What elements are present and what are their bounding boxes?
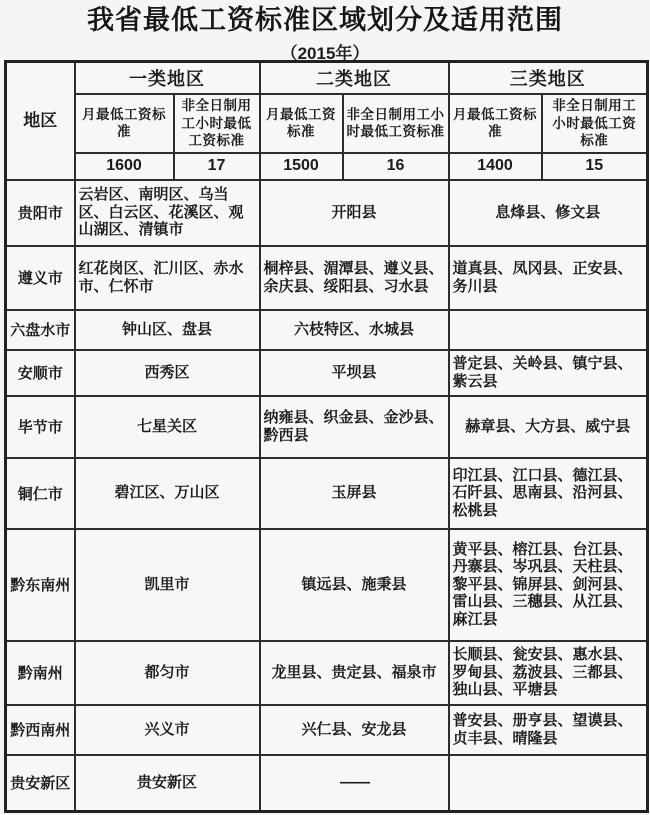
class2-areas-cell — [260, 310, 449, 350]
class3-areas-cell — [449, 350, 648, 396]
class2-areas-text: 镇远县、施秉县 — [301, 575, 407, 593]
class3-areas-text: 道真县、凤冈县、正安县、务川县 — [452, 260, 633, 295]
class2-areas-cell — [260, 755, 449, 812]
wage-values-row — [6, 153, 648, 180]
class1-monthly-header: 月最低工资标准 — [75, 94, 174, 153]
class1-hourly-value: 17 — [174, 153, 260, 180]
table-row — [6, 246, 648, 310]
class3-areas-text: 普安县、册亨县、望谟县、贞丰县、晴隆县 — [452, 712, 633, 747]
class2-areas-cell — [260, 180, 449, 246]
class1-areas-cell — [75, 310, 260, 350]
class2-areas-text: 平坝县 — [331, 363, 377, 381]
class2-hourly-value: 16 — [343, 153, 449, 180]
class1-areas-cell — [75, 246, 260, 310]
class3-areas-text: 普定县、关岭县、镇宁县、紫云县 — [452, 355, 633, 390]
class2-monthly-value: 1500 — [260, 153, 343, 180]
class3-areas-cell — [449, 180, 648, 246]
table-row — [6, 310, 648, 350]
class1-areas-text: 红花岗区、汇川区、赤水市、仁怀市 — [78, 260, 244, 295]
class1-areas-text: 都匀市 — [144, 663, 190, 681]
class1-areas-cell — [75, 529, 260, 641]
class1-areas-text: 西秀区 — [144, 363, 190, 381]
table-row — [6, 396, 648, 458]
class3-areas-text: 赫章县、大方县、威宁县 — [465, 417, 631, 435]
table-header — [6, 62, 648, 180]
category-header-class3: 三类地区 — [449, 62, 648, 95]
class2-areas-text: 兴仁县、安龙县 — [301, 720, 407, 738]
class1-areas-cell — [75, 180, 260, 246]
wage-standard-table — [4, 60, 649, 813]
class3-hourly-header: 非全日制用工小时最低工资标准 — [542, 94, 648, 153]
class1-areas-text: 七星关区 — [136, 417, 197, 435]
class3-areas-cell — [449, 396, 648, 458]
class2-areas-cell — [260, 396, 449, 458]
class3-monthly-value: 1400 — [449, 153, 542, 180]
table-row — [6, 705, 648, 755]
class2-areas-cell — [260, 641, 449, 705]
region-cell: 毕节市 — [6, 396, 75, 458]
class1-areas-cell — [75, 458, 260, 529]
table-body — [6, 180, 648, 812]
class1-areas-text: 钟山区、盘县 — [121, 320, 212, 338]
class2-areas-text: 龙里县、贵定县、福泉市 — [271, 663, 437, 681]
region-cell: 贵阳市 — [6, 180, 75, 246]
class2-areas-text: 玉屏县 — [331, 484, 377, 502]
class1-areas-cell — [75, 755, 260, 812]
class3-areas-cell — [449, 755, 648, 812]
class3-monthly-header: 月最低工资标准 — [449, 94, 542, 153]
class2-areas-cell — [260, 705, 449, 755]
category-header-row — [6, 62, 648, 95]
page-title: 我省最低工资标准区域划分及适用范围 — [87, 5, 563, 35]
region-cell: 贵安新区 — [6, 755, 75, 812]
region-cell: 黔西南州 — [6, 705, 75, 755]
class3-areas-text: 长顺县、瓮安县、惠水县、罗甸县、荔波县、三都县、独山县、平塘县 — [452, 646, 633, 699]
class2-areas-cell — [260, 246, 449, 310]
class2-areas-text: 纳雍县、织金县、金沙县、黔西县 — [263, 409, 444, 444]
class2-areas-cell — [260, 350, 449, 396]
class1-areas-cell — [75, 396, 260, 458]
class2-areas-cell — [260, 458, 449, 529]
category-header-class1: 一类地区 — [75, 62, 260, 95]
region-cell: 铜仁市 — [6, 458, 75, 529]
class1-areas-text: 凯里市 — [144, 575, 190, 593]
class1-areas-cell — [75, 350, 260, 396]
class2-hourly-header: 非全日制用工小时最低工资标准 — [343, 94, 449, 153]
class3-areas-cell — [449, 641, 648, 705]
class3-areas-cell — [449, 458, 648, 529]
class2-areas-cell — [260, 529, 449, 641]
class1-hourly-header: 非全日制用工小时最低工资标准 — [174, 94, 260, 153]
class1-areas-text: 碧江区、万山区 — [114, 484, 220, 502]
category-header-class2: 二类地区 — [260, 62, 449, 95]
class2-areas-text: 开阳县 — [331, 203, 377, 221]
no-class2-dash: —— — [340, 774, 368, 792]
class3-hourly-value: 15 — [542, 153, 648, 180]
region-cell: 遵义市 — [6, 246, 75, 310]
title-block — [0, 0, 650, 63]
class1-areas-text: 兴义市 — [144, 720, 190, 738]
region-cell: 安顺市 — [6, 350, 75, 396]
class1-areas-text: 云岩区、南明区、乌当区、白云区、花溪区、观山湖区、清镇市 — [78, 186, 244, 239]
page-subtitle: （2015年） — [280, 43, 370, 63]
class1-areas-cell — [75, 705, 260, 755]
class3-areas-text: 息烽县、修文县 — [495, 203, 601, 221]
region-cell: 六盘水市 — [6, 310, 75, 350]
subheader-row — [6, 94, 648, 153]
class3-areas-cell — [449, 310, 648, 350]
class1-areas-cell — [75, 641, 260, 705]
table-row — [6, 755, 648, 812]
class3-areas-text: 印江县、江口县、德江县、石阡县、思南县、沿河县、松桃县 — [452, 466, 633, 519]
class3-areas-cell — [449, 246, 648, 310]
class2-areas-text: 桐梓县、湄潭县、遵义县、余庆县、绥阳县、习水县 — [263, 260, 444, 295]
class2-monthly-header: 月最低工资标准 — [260, 94, 343, 153]
class1-areas-text: 贵安新区 — [136, 774, 197, 792]
table-row — [6, 529, 648, 641]
region-cell: 黔南州 — [6, 641, 75, 705]
region-cell: 黔东南州 — [6, 529, 75, 641]
class3-areas-text: 黄平县、榕江县、台江县、丹寨县、岑巩县、天柱县、黎平县、锦屏县、剑河县、雷山县、三穗县、从江县、麻江县 — [452, 540, 633, 628]
table-row — [6, 180, 648, 246]
class3-areas-cell — [449, 529, 648, 641]
class2-areas-text: 六枝特区、水城县 — [293, 320, 414, 338]
table-row — [6, 641, 648, 705]
class3-areas-cell — [449, 705, 648, 755]
region-column-header: 地区 — [6, 62, 75, 180]
table-row — [6, 458, 648, 529]
table-row — [6, 350, 648, 396]
class1-monthly-value: 1600 — [75, 153, 174, 180]
